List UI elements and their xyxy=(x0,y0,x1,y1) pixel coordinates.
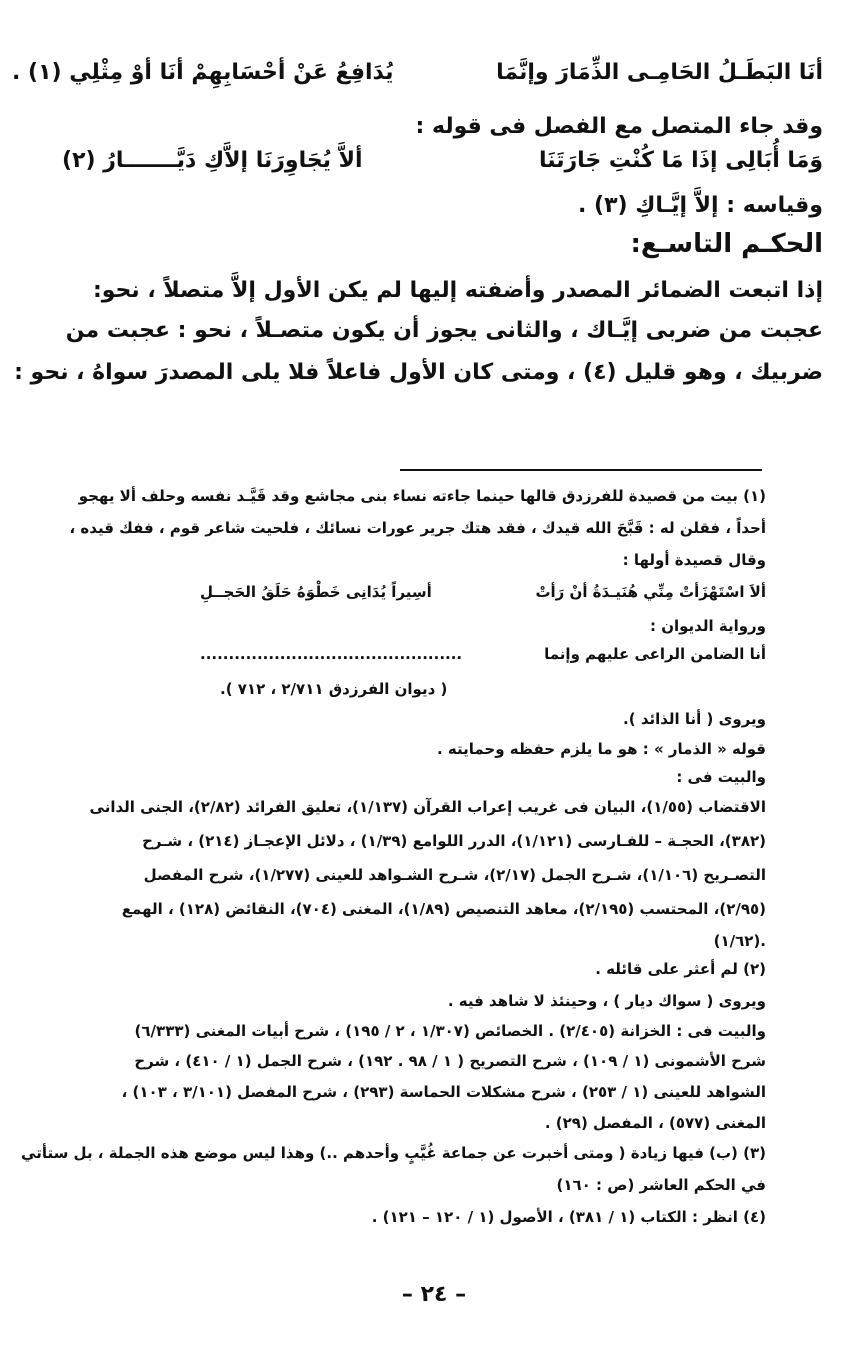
footnote-2-line-2: ويروى ( سواك ديار ) ، وحينئذ لا شاهد فيه . xyxy=(447,992,766,1010)
verse-2-right-hemistich: وَمَا أُبَالِى إذَا مَا كُنْتِ جَارَتَنَا xyxy=(538,148,823,173)
footnote-1-line-1: (١) بيت من قصيدة للفرزدق قالها حينما جاءته نساء بنى مجاشع وقد قَيَّـد نفسه وحلف ألا يهجو xyxy=(78,487,766,505)
page-number: – ٢٤ – xyxy=(401,1282,467,1307)
footnote-1-line-3: وقال قصيدة أولها : xyxy=(622,551,766,569)
footnote-1-line-14: (٢/٩٥)، المحتسب (٢/١٩٥)، معاهد التنصيص (١/٨٩)، المغنى (٧٠٤)، النقائض (١٢٨) ، الهمع xyxy=(121,900,766,918)
footnote-1-verse-diwan-right: أنا الضامن الراعى عليهم وإنما xyxy=(544,645,766,663)
paragraph-line-2: عجبت من ضربى إيَّـاك ، والثانى يجوز أن يكون متصـلاً ، نحو : عجبت من xyxy=(65,318,823,343)
footnote-1-line-9: قوله « الذمار » : هو ما يلزم حفظه وحمايته . xyxy=(436,740,766,758)
paragraph-line-3: ضربيك ، وهو قليل (٤) ، ومتى كان الأول فاعلاً فلا يلى المصدرَ سواهُ ، نحو : xyxy=(14,360,823,385)
footnote-separator xyxy=(400,469,762,471)
footnote-2-line-6: المغنى (٥٧٧) ، المفصل (٢٩) . xyxy=(544,1114,766,1132)
paragraph-line-1: إذا اتبعت الضمائر المصدر وأضفته إليها لم يكن الأول إلاَّ متصلاً ، نحو: xyxy=(92,278,823,303)
verse-2-left-hemistich: ألاَّ يُجَاوِرَنَا إلاَّكِ دَيَّـــــــارُ (٢) xyxy=(62,148,363,173)
footnote-3-line-2: في الحكم العاشر (ص : ١٦٠) xyxy=(556,1176,766,1194)
footnote-1-line-13: التصـريح (١/١٠٦)، شـرح الجمل (٢/١٧)، شـرح الشـواهد للعينى (١/٢٧٧)، شرح المفصل xyxy=(143,866,766,884)
footnote-1-line-15: (١/٦٢). xyxy=(713,932,766,950)
footnote-2-line-4: شرح الأشمونى (١ / ١٠٩) ، شرح التصريح ( ١ / ٩٨ . ١٩٢) ، شرح الجمل (١ / ٤١٠) ، شرح xyxy=(134,1052,766,1070)
verse-1-left-hemistich: يُدَافِعُ عَنْ أحْسَابِهِمْ أنَا أوْ مِثْلِي (١) . xyxy=(12,60,394,85)
footnote-1-line-12: (٣٨٢)، الحجـة – للفـارسى (١/١٢١)، الدرر اللوامع (١/٣٩) ، دلائل الإعجـاز (٢١٤) ، شـرح xyxy=(142,832,766,850)
section-heading: الحكـم التاسـع: xyxy=(630,229,823,259)
footnote-4-line-1: (٤) انظر : الكتاب (١ / ٣٨١) ، الأصول (١ / ١٢٠ – ١٢١) . xyxy=(371,1208,766,1226)
verse-1-right-hemistich: أنَا البَطَـلُ الحَامِـى الذِّمَارَ وإنَّمَا xyxy=(496,60,823,85)
footnote-1-verse-diwan-dots: .............................................. xyxy=(200,645,463,663)
footnote-1-verse-right: ألاَ اسْتَهْزَأتْ مِنِّي هُنَيـدَةُ أنْ رَأتْ xyxy=(535,583,766,601)
footnote-2-line-3: والبيت فى : الخزانة (٢/٤٠٥) . الخصائص (١/٣٠٧ ، ٢ / ١٩٥) ، شرح أبيات المغنى (٦/٣٣٣) xyxy=(134,1022,766,1040)
footnote-1-line-8: ويروى ( أنا الذائد ). xyxy=(623,710,766,728)
footnote-1-line-2: أحداً ، فقلن له : قَبَّحَ الله قيدك ، فقد هتك جرير عورات نسائك ، فلحيت شاعر قوم ، ففك قيده ، xyxy=(69,519,766,537)
footnote-1-verse-left: أسِيراً يُدَانِى خَطْوَهُ حَلَقُ الحَجــلِ xyxy=(200,583,432,601)
footnote-1-line-11: الاقتضاب (١/٥٥)، البيان فى غريب إعراب القرآن (١/١٣٧)، تعليق الفرائد (٢/٨٢)، الجنى الدانى xyxy=(89,798,766,816)
footnote-1-line-5: ورواية الديوان : xyxy=(649,617,766,635)
footnote-3-line-1: (٣) (ب) فيها زيادة ( ومتى أخبرت عن جماعة غُيَّبٍ وأحدهم ..) وهذا ليس موضع هذه الجملة ، بل ستأتي xyxy=(21,1144,766,1162)
footnote-2-line-1: (٢) لم أعثر على قائله . xyxy=(595,960,766,978)
footnote-1-line-10: والبيت فى : xyxy=(676,768,766,786)
footnote-1-diwan-ref: ( ديوان الفرزدق ٢/٧١١ ، ٧١٢ ). xyxy=(220,680,448,698)
footnote-2-line-5: الشواهد للعينى (١ / ٢٥٣) ، شرح مشكلات الحماسة (٢٩٣) ، شرح المفصل (٣/١٠١ ، ١٠٣) ، xyxy=(121,1083,766,1101)
main-line-4: وقياسه : إلاَّ إيَّـاكِ (٣) . xyxy=(578,193,823,218)
main-line-2: وقد جاء المتصل مع الفصل فى قوله : xyxy=(415,114,823,139)
